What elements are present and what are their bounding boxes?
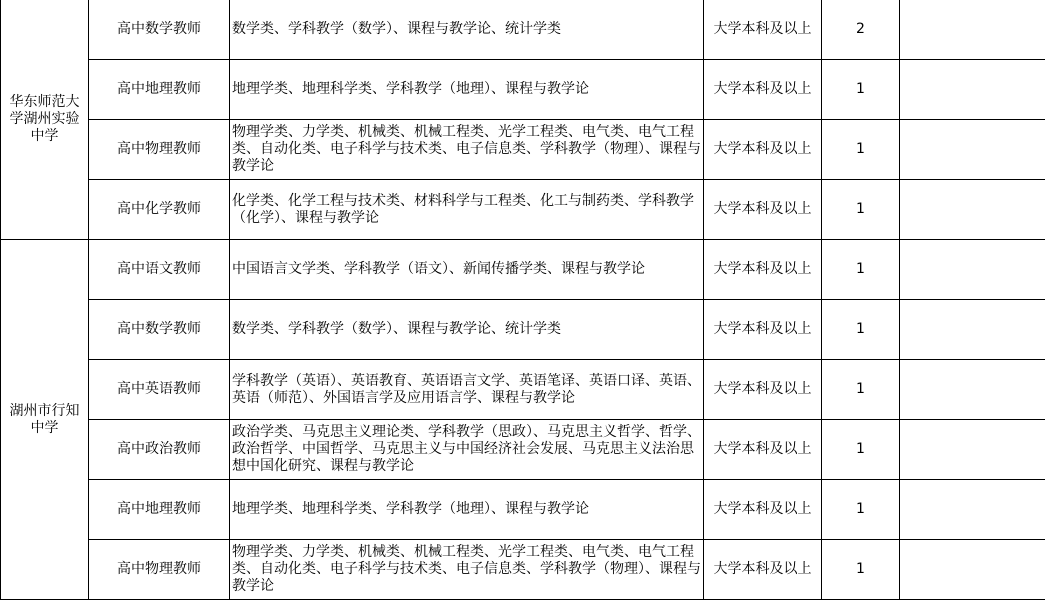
table-row — [1, 0, 1045, 60]
count-cell: 1 — [822, 240, 900, 300]
count-cell: 1 — [822, 420, 900, 480]
education-cell: 大学本科及以上 — [704, 180, 822, 240]
note-cell — [900, 120, 1045, 180]
table-row — [1, 60, 1045, 120]
education-cell: 大学本科及以上 — [704, 60, 822, 120]
position-cell: 高中语文教师 — [89, 240, 230, 300]
education-cell: 大学本科及以上 — [704, 420, 822, 480]
table-row — [1, 300, 1045, 360]
note-cell — [900, 240, 1045, 300]
note-cell — [900, 360, 1045, 420]
table-row — [1, 480, 1045, 540]
education-cell: 大学本科及以上 — [704, 120, 822, 180]
table-row — [1, 360, 1045, 420]
major-cell: 地理学类、地理科学类、学科教学（地理）、课程与教学论 — [230, 480, 704, 540]
count-cell: 1 — [822, 360, 900, 420]
count-cell: 1 — [822, 120, 900, 180]
table-row — [1, 180, 1045, 240]
count-cell: 1 — [822, 540, 900, 600]
count-cell: 2 — [822, 0, 900, 60]
education-cell: 大学本科及以上 — [704, 360, 822, 420]
position-cell: 高中英语教师 — [89, 360, 230, 420]
table-row — [1, 120, 1045, 180]
major-cell: 数学类、学科教学（数学）、课程与教学论、统计学类 — [230, 0, 704, 60]
note-cell — [900, 420, 1045, 480]
education-cell: 大学本科及以上 — [704, 480, 822, 540]
major-cell: 中国语言文学类、学科教学（语文）、新闻传播学类、课程与教学论 — [230, 240, 704, 300]
count-cell: 1 — [822, 480, 900, 540]
note-cell — [900, 480, 1045, 540]
major-cell: 学科教学（英语）、英语教育、英语语言文学、英语笔译、英语口译、英语、英语（师范）、外国语言学及应用语言学、课程与教学论 — [230, 360, 704, 420]
position-cell: 高中数学教师 — [89, 0, 230, 60]
count-cell: 1 — [822, 180, 900, 240]
count-cell: 1 — [822, 60, 900, 120]
education-cell: 大学本科及以上 — [704, 0, 822, 60]
major-cell: 地理学类、地理科学类、学科教学（地理）、课程与教学论 — [230, 60, 704, 120]
education-cell: 大学本科及以上 — [704, 540, 822, 600]
count-cell: 1 — [822, 300, 900, 360]
table-row — [1, 540, 1045, 600]
major-cell: 政治学类、马克思主义理论类、学科教学（思政）、马克思主义哲学、哲学、政治哲学、中国哲学、马克思主义与中国经济社会发展、马克思主义法治思想中国化研究、课程与教学论 — [230, 420, 704, 480]
major-cell: 数学类、学科教学（数学）、课程与教学论、统计学类 — [230, 300, 704, 360]
position-cell: 高中物理教师 — [89, 120, 230, 180]
position-cell: 高中数学教师 — [89, 300, 230, 360]
note-cell — [900, 0, 1045, 60]
position-cell: 高中地理教师 — [89, 480, 230, 540]
position-cell: 高中政治教师 — [89, 420, 230, 480]
major-cell: 化学类、化学工程与技术类、材料科学与工程类、化工与制药类、学科教学（化学）、课程与教学论 — [230, 180, 704, 240]
note-cell — [900, 180, 1045, 240]
education-cell: 大学本科及以上 — [704, 240, 822, 300]
position-cell: 高中物理教师 — [89, 540, 230, 600]
note-cell — [900, 60, 1045, 120]
major-cell: 物理学类、力学类、机械类、机械工程类、光学工程类、电气类、电气工程类、自动化类、电子科学与技术类、电子信息类、学科教学（物理）、课程与教学论 — [230, 120, 704, 180]
education-cell: 大学本科及以上 — [704, 300, 822, 360]
major-cell: 物理学类、力学类、机械类、机械工程类、光学工程类、电气类、电气工程类、自动化类、电子科学与技术类、电子信息类、学科教学（物理）、课程与教学论 — [230, 540, 704, 600]
table-row — [1, 420, 1045, 480]
position-cell: 高中化学教师 — [89, 180, 230, 240]
school-name: 湖州市行知中学 — [1, 240, 89, 600]
table-row — [1, 240, 1045, 300]
note-cell — [900, 300, 1045, 360]
position-cell: 高中地理教师 — [89, 60, 230, 120]
note-cell — [900, 540, 1045, 600]
school-name: 华东师范大学湖州实验中学 — [1, 0, 89, 240]
